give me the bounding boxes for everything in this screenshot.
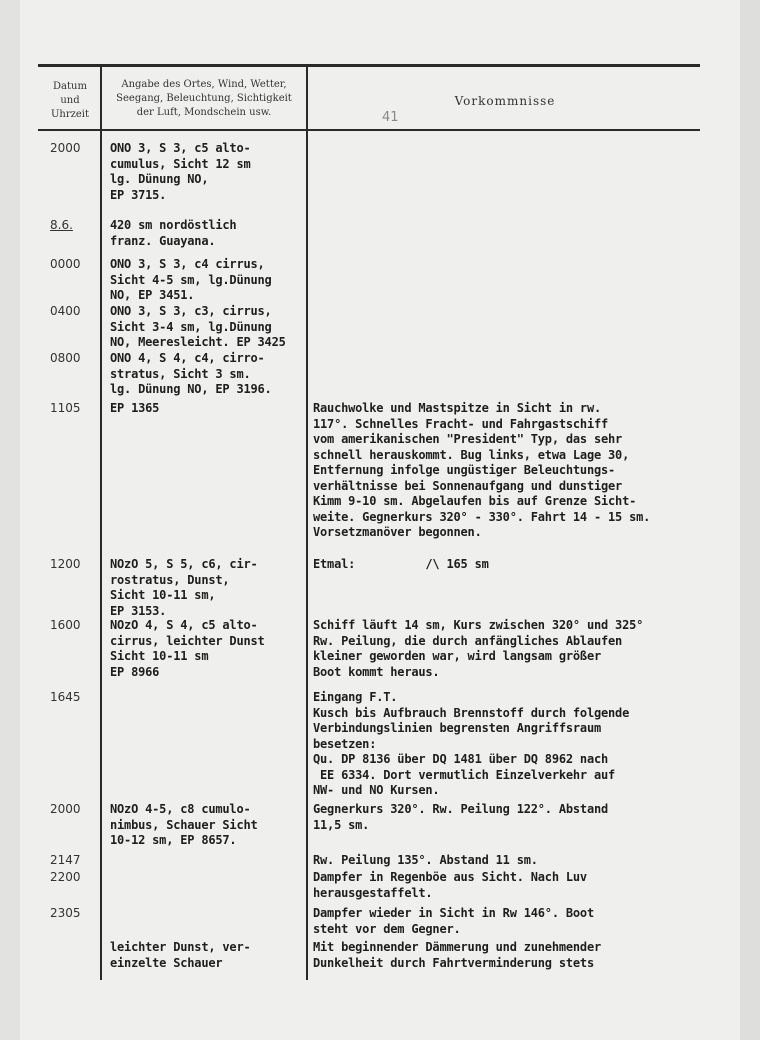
entry-time: 0800 (50, 351, 81, 365)
header-vorkommnisse: Vorkommnisse (454, 94, 556, 108)
entry-location-weather: EP 1365 (110, 401, 160, 415)
entry-time: 1105 (50, 401, 81, 415)
entry-time: 2147 (50, 853, 81, 867)
page-edge-right (740, 0, 760, 1040)
entry-events: Etmal: /\ 165 sm (313, 557, 489, 571)
entry-events: Dampfer wieder in Sicht in Rw 146°. Boot steht vor dem Gegner. (313, 906, 594, 936)
page-edge-left (0, 0, 20, 1040)
entry-time: 8.6. (50, 218, 73, 232)
header-datum: Datum und Uhrzeit (50, 81, 90, 120)
entry-location-weather: ONO 3, S 3, c5 alto- cumulus, Sicht 12 sm lg. Dünung NO, EP 3715. (110, 141, 251, 202)
header-location: Angabe des Ortes, Wind, Wetter, Seegang, Beleuchtung, Sichtigkeit der Luft, Mondschein usw. (116, 79, 292, 118)
entry-location-weather: NOzO 4-5, c8 cumulo- nimbus, Schauer Sicht 10-12 sm, EP 8657. (110, 802, 258, 847)
entry-time: 2305 (50, 906, 81, 920)
entry-location-weather: ONO 3, S 3, c3, cirrus, Sicht 3-4 sm, lg.Dünung NO, Meeresleicht. EP 3425 (110, 304, 286, 349)
col-divider-2 (306, 66, 308, 980)
entry-location-weather: ONO 4, S 4, c4, cirro- stratus, Sicht 3 sm. lg. Dünung NO, EP 3196. (110, 351, 272, 396)
entry-time: 2000 (50, 802, 81, 816)
entry-events: Gegnerkurs 320°. Rw. Peilung 122°. Abstand 11,5 sm. (313, 802, 609, 832)
entry-events: Eingang F.T. Kusch bis Aufbrauch Brennstoff durch folgende Verbindungslinien begrensten Angriffsraum besetzen: Qu. DP 8136 über DQ 1481 über DQ 8962 nach EE 6334. Dort vermutlich Einzelverkehr auf NW- und NO Kursen. (313, 690, 630, 797)
entry-time: 1200 (50, 557, 81, 571)
entry-events: Schiff läuft 14 sm, Kurs zwischen 320° und 325° Rw. Peilung, die durch anfängliches Ablaufen kleiner geworden war, wird langsam größer Boot kommt heraus. (313, 618, 644, 679)
entry-events: Rauchwolke und Mastspitze in Sicht in rw. 117°. Schnelles Fracht- und Fahrgastschiff vom amerikanischen "President" Typ, das sehr schnell herauskommt. Bug links, etwa Lage 30, Entfernung infolge ungüstiger Beleuchtungs- verhältnisse bei Sonnenaufgang und dunstiger Kimm 9-10 sm. Abgelaufen bis auf Grenze Sicht- weite. Gegnerkurs 320° - 330°. Fahrt 14 - 15 sm. Vorsetzmanöver begonnen. (313, 401, 651, 539)
entry-time: 0400 (50, 304, 81, 318)
entry-time: 0000 (50, 257, 81, 271)
entry-location-weather: leichter Dunst, ver- einzelte Schauer (110, 940, 251, 970)
entry-time: 1645 (50, 690, 81, 704)
entry-time: 2000 (50, 141, 81, 155)
entry-time: 2200 (50, 870, 81, 884)
entry-events: Dampfer in Regenböe aus Sicht. Nach Luv herausgestaffelt. (313, 870, 587, 900)
entry-time: 1600 (50, 618, 81, 632)
entry-location-weather: NOzO 5, S 5, c6, cir- rostratus, Dunst, Sicht 10-11 sm, EP 3153. (110, 557, 258, 618)
col-divider-1 (100, 66, 102, 980)
entry-location-weather: 420 sm nordöstlich franz. Guayana. (110, 218, 237, 248)
entry-location-weather: ONO 3, S 3, c4 cirrus, Sicht 4-5 sm, lg.Dünung NO, EP 3451. (110, 257, 272, 302)
entry-events: Mit beginnender Dämmerung und zunehmender Dunkelheit durch Fahrtverminderung stets (313, 940, 602, 970)
pencil-page-number: 41 (382, 110, 399, 125)
entry-events: Rw. Peilung 135°. Abstand 11 sm. (313, 853, 538, 867)
top-rule (38, 64, 700, 67)
entry-location-weather: NOzO 4, S 4, c5 alto- cirrus, leichter Dunst Sicht 10-11 sm EP 8966 (110, 618, 265, 679)
header-rule (38, 129, 700, 131)
